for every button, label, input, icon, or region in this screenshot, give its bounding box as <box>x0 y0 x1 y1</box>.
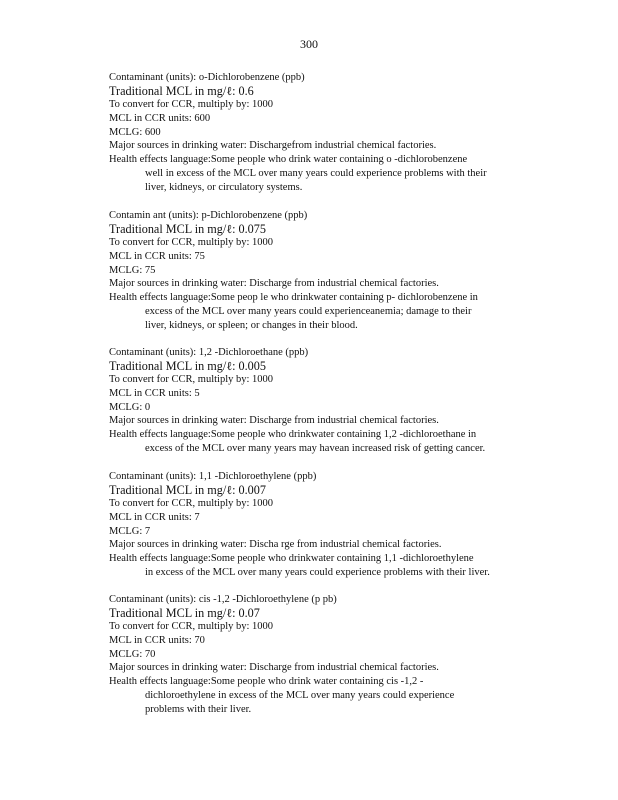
contaminant-line: Contaminant (units): cis -1,2 -Dichloroethylene (p pb) <box>109 594 337 605</box>
contaminant-line: Contaminant (units): 1,1 -Dichloroethylene (ppb) <box>109 471 317 482</box>
mcl-ccr-units: MCL in CCR units: 75 <box>109 251 205 263</box>
contaminant-line: Contamin ant (units): p-Dichlorobenzene (ppb) <box>109 210 308 221</box>
contaminant-entry-p-dichlorobenzene <box>109 209 549 332</box>
mclg: MCLG: 75 <box>109 264 156 276</box>
convert-factor: To convert for CCR, multiply by: 1000 <box>109 99 274 111</box>
page-number: 300 <box>300 37 318 51</box>
health-effects-continued: liver, kidneys, or circulatory systems. <box>145 181 303 193</box>
major-sources: Major sources in drinking water: Discharge from industrial chemical factories. <box>109 662 439 674</box>
health-effects-continued: liver, kidneys, or spleen; or changes in their blood. <box>145 319 358 331</box>
convert-factor: To convert for CCR, multiply by: 1000 <box>109 374 274 386</box>
major-sources: Major sources in drinking water: Discharge from industrial chemical factories. <box>109 415 439 427</box>
contaminant-entry-o-dichlorobenzene <box>109 71 549 194</box>
health-effects: Health effects language:Some peop le who drinkwater containing p- dichlorobenzene in <box>109 292 478 304</box>
mclg: MCLG: 600 <box>109 126 161 138</box>
contaminant-line: Contaminant (units): 1,2 -Dichloroethane (ppb) <box>109 347 309 358</box>
traditional-mcl: Traditional MCL in mg/ℓ: 0.007 <box>109 482 266 497</box>
major-sources: Major sources in drinking water: Discharge from industrial chemical factories. <box>109 278 439 290</box>
mcl-ccr-units: MCL in CCR units: 5 <box>109 388 200 400</box>
contaminant-line: Contaminant (units): o-Dichlorobenzene (ppb) <box>109 72 305 83</box>
mclg: MCLG: 0 <box>109 401 151 413</box>
major-sources: Major sources in drinking water: Dischargefrom industrial chemical factories. <box>109 140 437 152</box>
health-effects: Health effects language:Some people who drink water containing cis -1,2 - <box>109 676 424 688</box>
health-effects-continued: in excess of the MCL over many years could experience problems with their liver. <box>145 566 490 578</box>
health-effects: Health effects language:Some people who drinkwater containing 1,1 -dichloroethylene <box>109 553 474 565</box>
contaminant-entry-cis-1-2-dichloroethylene <box>109 593 549 716</box>
mcl-ccr-units: MCL in CCR units: 600 <box>109 113 211 125</box>
health-effects-continued: dichloroethylene in excess of the MCL over many years could experience <box>145 689 455 701</box>
traditional-mcl: Traditional MCL in mg/ℓ: 0.07 <box>109 605 260 620</box>
contaminant-entry-1-2-dichloroethane <box>109 346 549 456</box>
mclg: MCLG: 7 <box>109 525 151 537</box>
health-effects-continued: excess of the MCL over many years may havean increased risk of getting cancer. <box>145 442 486 454</box>
convert-factor: To convert for CCR, multiply by: 1000 <box>109 237 274 249</box>
convert-factor: To convert for CCR, multiply by: 1000 <box>109 621 274 633</box>
mcl-ccr-units: MCL in CCR units: 70 <box>109 635 205 647</box>
convert-factor: To convert for CCR, multiply by: 1000 <box>109 498 274 510</box>
traditional-mcl: Traditional MCL in mg/ℓ: 0.005 <box>109 358 266 373</box>
major-sources: Major sources in drinking water: Discha rge from industrial chemical factories. <box>109 539 442 551</box>
contaminant-entry-1-1-dichloroethylene <box>109 470 549 580</box>
health-effects-continued: well in excess of the MCL over many years could experience problems with their <box>145 167 487 179</box>
health-effects: Health effects language:Some people who drinkwater containing 1,2 -dichloroethane in <box>109 429 477 441</box>
traditional-mcl: Traditional MCL in mg/ℓ: 0.6 <box>109 83 254 98</box>
mcl-ccr-units: MCL in CCR units: 7 <box>109 512 200 524</box>
mclg: MCLG: 70 <box>109 648 156 660</box>
health-effects: Health effects language:Some people who drink water containing o -dichlorobenzene <box>109 154 468 166</box>
traditional-mcl: Traditional MCL in mg/ℓ: 0.075 <box>109 221 266 236</box>
health-effects-continued: problems with their liver. <box>145 703 252 715</box>
health-effects-continued: excess of the MCL over many years could experienceanemia; damage to their <box>145 305 472 317</box>
